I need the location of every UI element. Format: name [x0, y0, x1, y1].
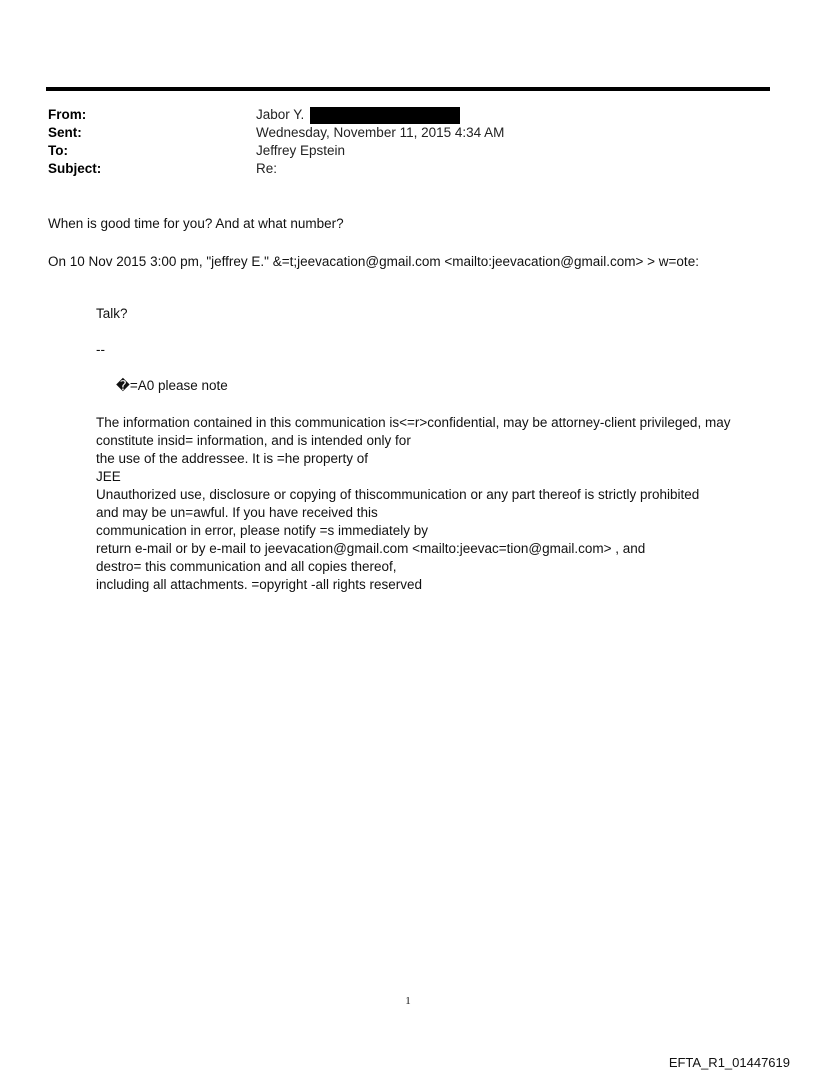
notice-line: including all attachments. =opyright -all rights reserved: [96, 577, 423, 592]
notice-line: constitute insid= information, and is intended only for: [96, 433, 411, 448]
notice-line: and may be un=awful. If you have received this: [96, 505, 378, 520]
sent-value: Wednesday, November 11, 2015 4:34 AM: [256, 125, 505, 140]
redaction-block: [310, 107, 460, 124]
notice-line: destro= this communication and all copies thereof,: [96, 559, 397, 574]
please-note: �=A0 please note: [116, 378, 228, 393]
document-id: EFTA_R1_01447619: [668, 1055, 790, 1070]
header-rule: [46, 87, 770, 91]
quote-intro: On 10 Nov 2015 3:00 pm, "jeffrey E." &=t;jeevacation@gmail.com <mailto:jeevacation@gmail.com> > w=ote:: [48, 254, 699, 269]
subject-label: Subject:: [48, 161, 102, 176]
notice-line: The information contained in this communication is<=r>confidential, may be attorney-client privileged, may: [96, 415, 731, 430]
page-number: 1: [405, 995, 411, 1007]
from-label: From:: [48, 107, 87, 122]
quoted-talk: Talk?: [96, 306, 128, 321]
to-row: [48, 142, 768, 160]
sent-label: Sent:: [48, 125, 82, 140]
quoted-separator: --: [96, 342, 105, 357]
sent-row: [48, 124, 768, 142]
notice-line: communication in error, please notify =s immediately by: [96, 523, 429, 538]
notice-line: return e-mail or by e-mail to jeevacation@gmail.com <mailto:jeevac=tion@gmail.com> , and: [96, 541, 646, 556]
message-text: When is good time for you? And at what number?: [48, 216, 344, 231]
notice-line: the use of the addressee. It is =he property of: [96, 451, 369, 466]
from-row: [48, 106, 768, 124]
subject-value: Re:: [256, 161, 278, 176]
email-header: [48, 106, 768, 178]
from-value-wrap: [256, 106, 460, 124]
to-label: To:: [48, 143, 68, 158]
notice-line: JEE: [96, 469, 121, 484]
from-value: Jabor Y.: [256, 107, 305, 122]
to-value: Jeffrey Epstein: [256, 143, 346, 158]
subject-row: [48, 160, 768, 178]
confidentiality-notice: [96, 414, 730, 594]
notice-line: Unauthorized use, disclosure or copying of thiscommunication or any part thereof is strictly prohibited: [96, 487, 700, 502]
